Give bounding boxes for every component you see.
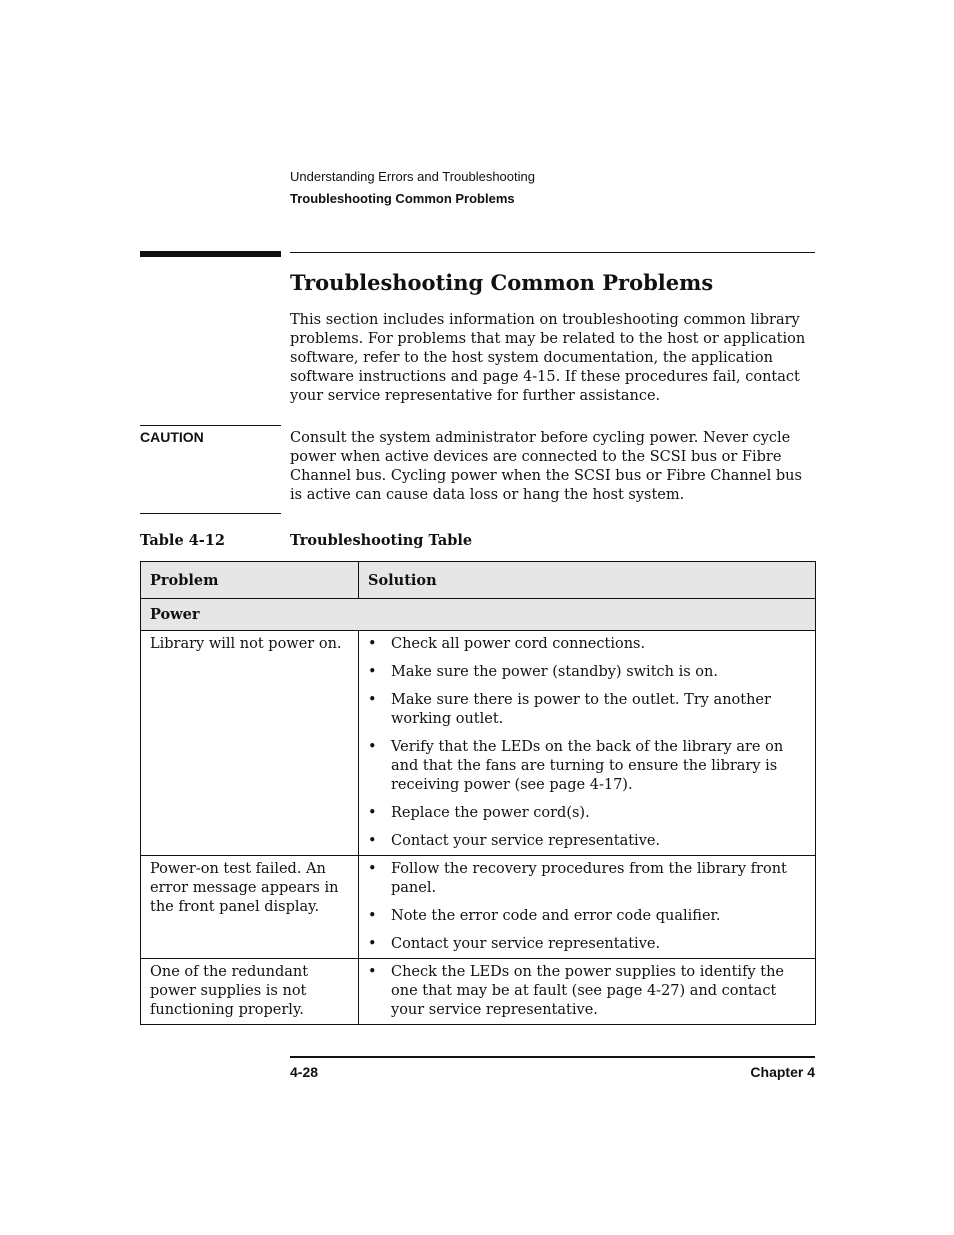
- solution-item: • Contact your service representative.: [368, 935, 806, 954]
- solution-item: • Verify that the LEDs on the back of the library are on and that the fans are turning to ensure the library is receiving power (see page 4-17).: [368, 738, 806, 795]
- caution-text: Consult the system administrator before cycling power. Never cycle power when active devices are connected to the SCSI bus or Fibre Channel bus. Cycling power when the SCSI bus or Fibre Channel bus is active can cause data loss or hang the host system.: [290, 430, 802, 503]
- table-row: [141, 631, 816, 856]
- section-title: Troubleshooting Common Problems: [290, 270, 714, 295]
- running-header: [290, 166, 535, 210]
- troubleshooting-table: [140, 561, 816, 1025]
- table-header-row: [141, 562, 816, 599]
- solution-list: [368, 963, 806, 1020]
- solution-item: • Check the LEDs on the power supplies to identify the one that may be at fault (see page 4-27) and contact your service representative.: [368, 963, 806, 1020]
- table-number: Table 4-12: [140, 532, 226, 549]
- column-header-problem: Problem: [141, 562, 359, 599]
- solution-cell: [359, 856, 816, 959]
- solution-item: • Check all power cord connections.: [368, 635, 806, 654]
- table-title: Troubleshooting Table: [290, 532, 473, 549]
- problem-cell: Library will not power on.: [141, 631, 359, 856]
- solution-cell: [359, 959, 816, 1025]
- table-row: [141, 856, 816, 959]
- section-thick-rule: [140, 251, 281, 257]
- table-group-row: [141, 599, 816, 631]
- solution-item: • Follow the recovery procedures from the library front panel.: [368, 860, 806, 898]
- problem-cell: One of the redundant power supplies is not functioning properly.: [141, 959, 359, 1025]
- solution-item: • Contact your service representative.: [368, 832, 806, 851]
- section-intro: This section includes information on troubleshooting common library problems. For problems that may be related to the host or application software, refer to the host system documentation, the application software instructions and page 4-15. If these procedures fail, contact your service representative for further assistance.: [290, 312, 806, 404]
- solution-item: • Replace the power cord(s).: [368, 804, 806, 823]
- problem-cell: Power-on test failed. An error message appears in the front panel display.: [141, 856, 359, 959]
- table-row: [141, 959, 816, 1025]
- caution-label: CAUTION: [140, 429, 204, 445]
- caution-rule-top: [140, 425, 281, 426]
- solution-cell: [359, 631, 816, 856]
- group-label-power: Power: [141, 599, 816, 631]
- solution-item: • Make sure the power (standby) switch is on.: [368, 663, 806, 682]
- caution-rule-bottom: [140, 513, 281, 514]
- solution-list: [368, 635, 806, 851]
- solution-list: [368, 860, 806, 954]
- section-thin-rule: [290, 252, 815, 253]
- solution-item: • Make sure there is power to the outlet. Try another working outlet.: [368, 691, 806, 729]
- solution-item: • Note the error code and error code qualifier.: [368, 907, 806, 926]
- footer-chapter: Chapter 4: [750, 1064, 815, 1080]
- footer-rule: [290, 1056, 815, 1058]
- page-number: 4-28: [290, 1064, 319, 1080]
- running-header-chapter: Understanding Errors and Troubleshooting: [290, 169, 535, 184]
- column-header-solution: Solution: [359, 562, 816, 599]
- running-header-section: Troubleshooting Common Problems: [290, 191, 515, 206]
